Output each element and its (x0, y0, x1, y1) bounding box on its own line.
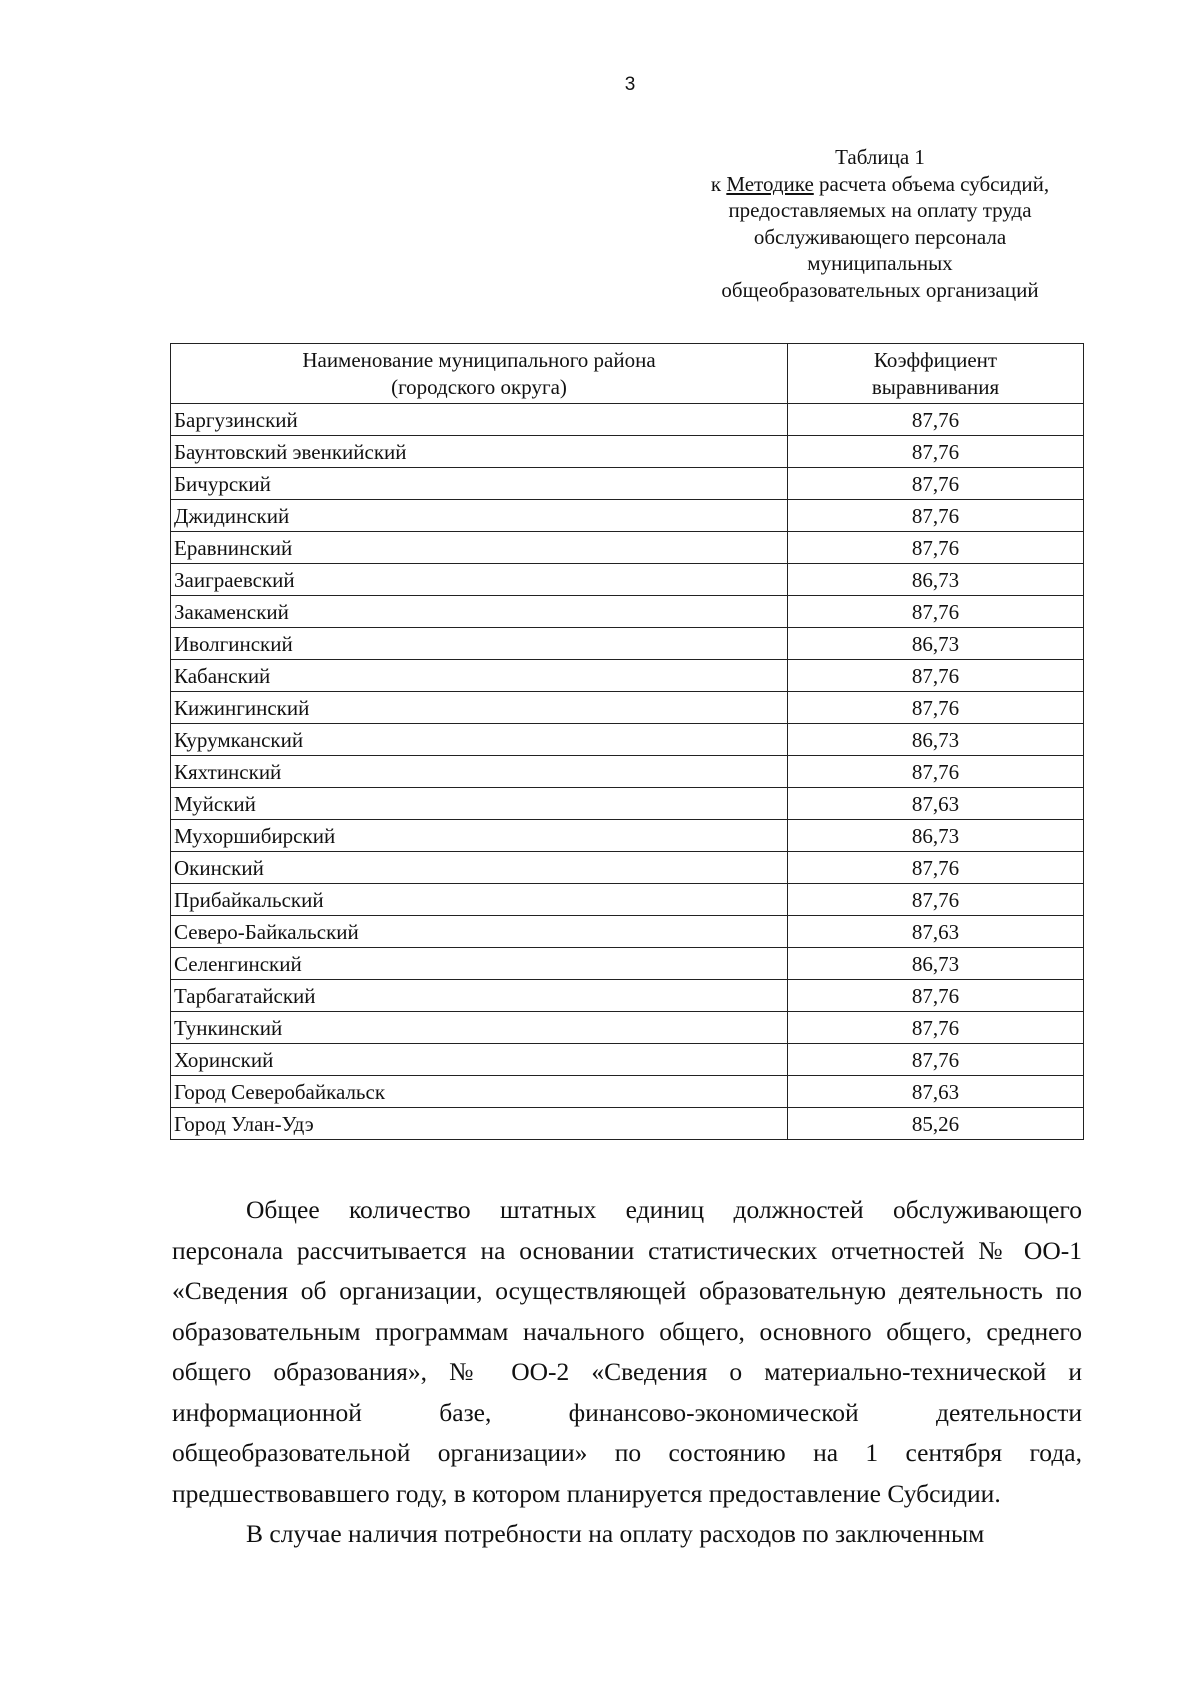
table-row (171, 852, 1084, 884)
header-name-line2: (городского округа) (391, 374, 567, 399)
district-name-cell: Селенгинский (171, 948, 788, 980)
district-name-cell: Еравнинский (171, 532, 788, 564)
page-number: 3 (624, 74, 636, 95)
table-row (171, 1044, 1084, 1076)
district-name-cell: Закаменский (171, 596, 788, 628)
coefficient-value-cell: 86,73 (788, 564, 1084, 596)
coefficient-value-cell: 87,76 (788, 1012, 1084, 1044)
table-row (171, 724, 1084, 756)
coefficient-value-cell: 87,76 (788, 500, 1084, 532)
table-row (171, 1108, 1084, 1140)
district-name-cell: Тункинский (171, 1012, 788, 1044)
caption-line-4: обслуживающего персонала (753, 224, 1007, 249)
coefficient-value-cell: 87,63 (788, 916, 1084, 948)
coefficient-value-cell: 87,63 (788, 788, 1084, 820)
table-row (171, 820, 1084, 852)
table-row (171, 500, 1084, 532)
district-name-cell: Кижингинский (171, 692, 788, 724)
district-name-cell: Прибайкальский (171, 884, 788, 916)
coefficient-value-cell: 86,73 (788, 948, 1084, 980)
table-row (171, 628, 1084, 660)
caption-title: Таблица 1 (835, 145, 925, 169)
district-name-cell: Баргузинский (171, 404, 788, 436)
coefficient-value-cell: 87,76 (788, 756, 1084, 788)
table-row (171, 948, 1084, 980)
coefficient-value-cell: 87,76 (788, 468, 1084, 500)
header-name-line1: Наименование муниципального района (302, 347, 656, 372)
header-coefficient (788, 344, 1084, 404)
caption-prefix: к (710, 171, 727, 196)
coefficient-table (170, 343, 1084, 1140)
coefficient-value-cell: 87,63 (788, 1076, 1084, 1108)
coefficient-value-cell: 87,76 (788, 660, 1084, 692)
caption-line-6: общеобразовательных организаций (721, 277, 1039, 302)
table-row (171, 788, 1084, 820)
table-row (171, 692, 1084, 724)
coefficient-value-cell: 86,73 (788, 724, 1084, 756)
district-name-cell: Северо-Байкальский (171, 916, 788, 948)
district-name-cell: Муйский (171, 788, 788, 820)
caption-line-5: муниципальных (807, 251, 953, 275)
district-name-cell: Курумканский (171, 724, 788, 756)
table-row (171, 660, 1084, 692)
district-name-cell: Баунтовский эвенкийский (171, 436, 788, 468)
district-name-cell: Кяхтинский (171, 756, 788, 788)
coefficient-value-cell: 87,76 (788, 596, 1084, 628)
table-row (171, 1076, 1084, 1108)
table-header-row (171, 344, 1084, 404)
coefficient-value-cell: 87,76 (788, 692, 1084, 724)
coefficient-value-cell: 87,76 (788, 404, 1084, 436)
table-row (171, 980, 1084, 1012)
district-name-cell: Город Северобайкальск (171, 1076, 788, 1108)
header-value-line2: выравнивания (871, 374, 1000, 399)
coefficient-value-cell: 87,76 (788, 532, 1084, 564)
table-caption (660, 144, 1100, 303)
caption-line-methodology (660, 171, 1100, 198)
district-name-cell: Мухоршибирский (171, 820, 788, 852)
coefficient-value-cell: 86,73 (788, 820, 1084, 852)
coefficient-value-cell: 87,76 (788, 852, 1084, 884)
district-name-cell: Кабанский (171, 660, 788, 692)
table-row (171, 532, 1084, 564)
table-row (171, 404, 1084, 436)
table-row (171, 468, 1084, 500)
district-name-cell: Хоринский (171, 1044, 788, 1076)
table-row (171, 884, 1084, 916)
caption-line-3: предоставляемых на оплату труда (728, 198, 1032, 222)
district-name-cell: Город Улан-Удэ (171, 1108, 788, 1140)
coefficient-value-cell: 87,76 (788, 436, 1084, 468)
table-row (171, 596, 1084, 628)
table-row (171, 1012, 1084, 1044)
methodology-link[interactable]: Методике (726, 171, 814, 196)
district-name-cell: Заиграевский (171, 564, 788, 596)
district-name-cell: Иволгинский (171, 628, 788, 660)
coefficient-value-cell: 87,76 (788, 980, 1084, 1012)
district-name-cell: Джидинский (171, 500, 788, 532)
paragraph: В случае наличия потребности на оплату расходов по заключенным (246, 1519, 985, 1548)
header-value-line1: Коэффициент (873, 347, 998, 372)
table-body (171, 404, 1084, 1140)
coefficient-value-cell: 87,76 (788, 1044, 1084, 1076)
district-name-cell: Окинский (171, 852, 788, 884)
caption-suffix: расчета объема субсидий, (813, 171, 1050, 196)
header-district-name (171, 344, 788, 404)
district-name-cell: Бичурский (171, 468, 788, 500)
coefficient-value-cell: 86,73 (788, 628, 1084, 660)
table-row (171, 564, 1084, 596)
body-text (172, 1190, 1082, 1555)
district-name-cell: Тарбагатайский (171, 980, 788, 1012)
table-row (171, 756, 1084, 788)
table-row (171, 436, 1084, 468)
coefficient-value-cell: 85,26 (788, 1108, 1084, 1140)
paragraph: Общее количество штатных единиц должностей обслуживающего персонала рассчитывается на основании статистических отчетностей № ОО-1 «Сведения об организации, осуществляющей образовательную деятельность по образовательным программам начального общего, основного общего, среднего общего образования», № ОО-2 «Сведения о материально-технической и информационной базе, финансово-экономической деятельности общеобразовательной организации» по состоянию на 1 сентября года, предшествовавшего году, в котором планируется предоставление Субсидии. (172, 1195, 1082, 1508)
table-row (171, 916, 1084, 948)
coefficient-value-cell: 87,76 (788, 884, 1084, 916)
